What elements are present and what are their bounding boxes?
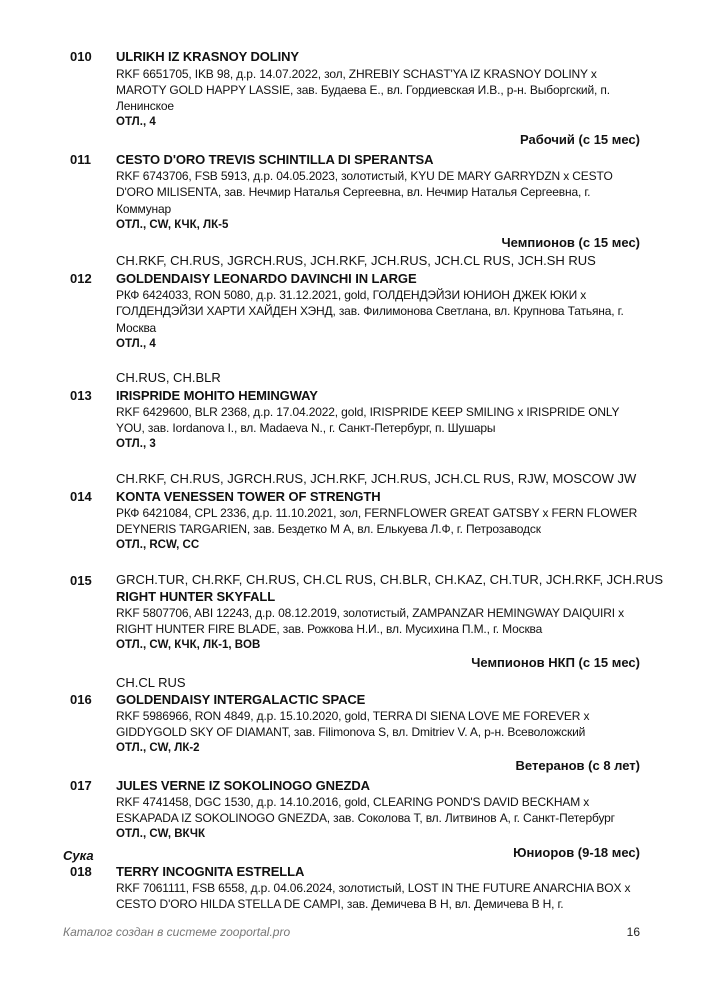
dog-name: KONTA VENESSEN TOWER OF STRENGTH: [116, 489, 381, 504]
dog-name: JULES VERNE IZ SOKOLINOGO GNEZDA: [116, 778, 370, 793]
page-number: 16: [626, 925, 640, 939]
dog-name: TERRY INCOGNITA ESTRELLA: [116, 864, 305, 879]
dog-titles: GRCH.TUR, CH.RKF, CH.RUS, CH.CL RUS, CH.BLR, CH.KAZ, CH.TUR, JCH.RKF, JCH.RUS: [116, 572, 663, 587]
entry-number: 010: [70, 49, 92, 64]
footer-credit: Каталог создан в системе zooportal.pro: [63, 925, 291, 939]
dog-titles: CH.RKF, CH.RUS, JGRCH.RUS, JCH.RKF, JCH.RUS, JCH.CL RUS, JCH.SH RUS: [116, 253, 596, 268]
entry-number: 013: [70, 388, 92, 403]
dog-titles: CH.RUS, CH.BLR: [116, 370, 221, 385]
entry-grade: ОТЛ., RCW, CC: [116, 539, 200, 551]
entry-grade: ОТЛ., 4: [116, 116, 156, 128]
class-heading: Чемпионов НКП (с 15 мес): [471, 655, 640, 670]
entry-details-line: Коммунар: [116, 202, 172, 216]
class-heading: Рабочий (с 15 мес): [520, 132, 640, 147]
entry-number: 016: [70, 692, 92, 707]
entry-details-line: RKF 6651705, IKB 98, д.р. 14.07.2022, зол, ZHREBIY SCHAST'YA IZ KRASNOY DOLINY x: [116, 67, 597, 81]
entry-details-line: RKF 5986966, RON 4849, д.р. 15.10.2020, gold, TERRA DI SIENA LOVE ME FOREVER x: [116, 709, 590, 723]
entry-details-line: Москва: [116, 321, 157, 335]
entry-details-line: ГОЛДЕНДЭЙЗИ ХАРТИ ХАЙДЕН ХЭНД, зав. Филимонова Светлана, вл. Крупнова Татьяна, г.: [116, 304, 624, 318]
entry-details-line: MAROTY GOLD HAPPY LASSIE, зав. Будаева Е., вл. Гордиевская И.В., р-н. Выборгский, п.: [116, 83, 610, 97]
dog-name: GOLDENDAISY INTERGALACTIC SPACE: [116, 692, 366, 707]
dog-name: RIGHT HUNTER SKYFALL: [116, 589, 276, 604]
sex-label: Сука: [63, 848, 94, 863]
dog-titles: CH.CL RUS: [116, 675, 186, 690]
dog-name: GOLDENDAISY LEONARDO DAVINCHI IN LARGE: [116, 271, 417, 286]
entry-details-line: RKF 6743706, FSB 5913, д.р. 04.05.2023, золотистый, KYU DE MARY GARRYDZN x CESTO: [116, 169, 613, 183]
entry-number: 012: [70, 271, 92, 286]
entry-details-line: YOU, зав. Iordanova I., вл. Madaeva N., г. Санкт-Петербург, п. Шушары: [116, 421, 496, 435]
entry-details-line: CESTO D'ORO HILDA STELLA DE CAMPI, зав. Демичева В Н, вл. Демичева В Н, г.: [116, 897, 564, 911]
entry-details-line: RIGHT HUNTER FIRE BLADE, зав. Рожкова Н.И., вл. Мусихина П.М., г. Москва: [116, 622, 543, 636]
entry-details-line: D'ORO MILISENTA, зав. Нечмир Наталья Сергеевна, вл. Нечмир Наталья Сергеевна, г.: [116, 185, 591, 199]
entry-number: 014: [70, 489, 92, 504]
entry-grade: ОТЛ., CW, ВКЧК: [116, 828, 205, 840]
entry-details-line: РКФ 6424033, RON 5080, д.р. 31.12.2021, gold, ГОЛДЕНДЭЙЗИ ЮНИОН ДЖЕК ЮКИ x: [116, 288, 587, 302]
entry-grade: ОТЛ., 3: [116, 438, 156, 450]
entry-number: 017: [70, 778, 92, 793]
entry-grade: ОТЛ., 4: [116, 338, 156, 350]
dog-titles: CH.RKF, CH.RUS, JGRCH.RUS, JCH.RKF, JCH.RUS, JCH.CL RUS, RJW, MOSCOW JW: [116, 471, 637, 486]
dog-name: ULRIKH IZ KRASNOY DOLINY: [116, 49, 299, 64]
dog-name: CESTO D'ORO TREVIS SCHINTILLA DI SPERANTSA: [116, 152, 434, 167]
class-heading: Ветеранов (с 8 лет): [515, 758, 640, 773]
entry-number: 011: [70, 152, 91, 167]
entry-details-line: RKF 4741458, DGC 1530, д.р. 14.10.2016, gold, CLEARING POND'S DAVID BECKHAM x: [116, 795, 590, 809]
class-heading: Юниоров (9-18 мес): [513, 845, 640, 860]
entry-grade: ОТЛ., CW, КЧК, ЛК-5: [116, 219, 229, 231]
entry-details-line: DEYNERIS TARGARIEN, зав. Бездетко М А, вл. Елькуева Л.Ф, г. Петрозаводск: [116, 522, 541, 536]
class-heading: Чемпионов (с 15 мес): [501, 235, 640, 250]
entry-grade: ОТЛ., CW, КЧК, ЛК-1, BOB: [116, 639, 261, 651]
entry-details-line: RKF 7061111, FSB 6558, д.р. 04.06.2024, золотистый, LOST IN THE FUTURE ANARCHIA BOX x: [116, 881, 631, 895]
entry-grade: ОТЛ., CW, ЛК-2: [116, 742, 200, 754]
entry-details-line: ESKAPADA IZ SOKOLINOGO GNEZDA, зав. Соколова Т, вл. Литвинов А, г. Санкт-Петербург: [116, 811, 615, 825]
entry-details-line: Ленинское: [116, 99, 174, 113]
entry-details-line: RKF 6429600, BLR 2368, д.р. 17.04.2022, gold, IRISPRIDE KEEP SMILING x IRISPRIDE ONLY: [116, 405, 620, 419]
entry-details-line: РКФ 6421084, CPL 2336, д.р. 11.10.2021, зол, FERNFLOWER GREAT GATSBY x FERN FLOWER: [116, 506, 638, 520]
entry-number: 018: [70, 864, 92, 879]
entry-number: 015: [70, 573, 92, 588]
dog-name: IRISPRIDE MOHITO HEMINGWAY: [116, 388, 318, 403]
entry-details-line: RKF 5807706, ABI 12243, д.р. 08.12.2019, золотистый, ZAMPANZAR HEMINGWAY DAIQUIRI x: [116, 606, 624, 620]
entry-details-line: GIDDYGOLD SKY OF DIAMANT, зав. Filimonova S, вл. Dmitriev V. A, р-н. Всеволожский: [116, 725, 586, 739]
